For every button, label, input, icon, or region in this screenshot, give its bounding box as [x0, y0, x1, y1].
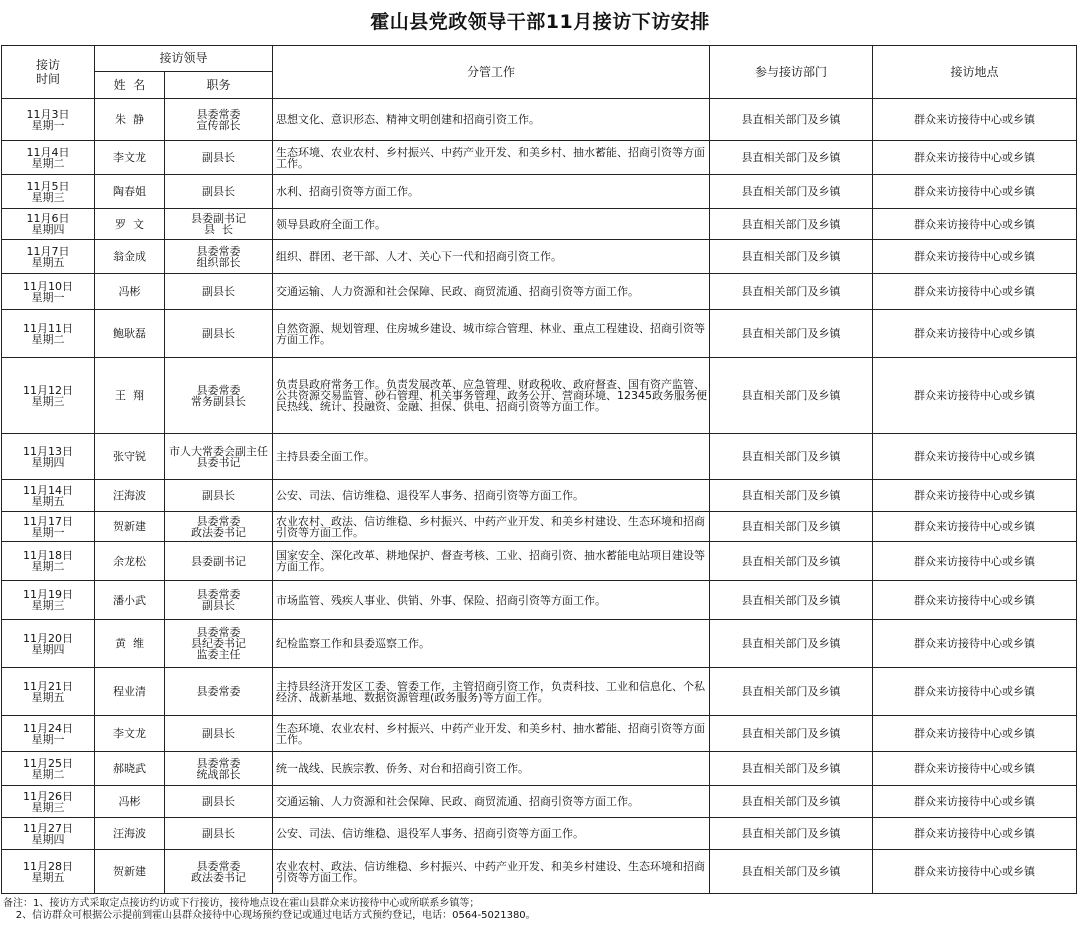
participating-departments: 县直相关部门及乡镇	[710, 274, 873, 310]
position-line: 县委常委	[196, 685, 241, 698]
date-text: 11月26日	[23, 789, 73, 803]
table-row	[2, 818, 1077, 850]
visit-location: 群众来访接待中心或乡镇	[873, 786, 1077, 818]
table-row	[2, 716, 1077, 752]
leader-name: 潘小武	[95, 581, 165, 620]
participating-departments: 县直相关部门及乡镇	[710, 175, 873, 209]
date-text: 11月19日	[23, 588, 73, 601]
participating-departments: 县直相关部门及乡镇	[710, 512, 873, 542]
leader-position	[165, 209, 273, 240]
table-row	[2, 581, 1077, 620]
date-text: 11月6日	[26, 212, 70, 225]
participating-departments: 县直相关部门及乡镇	[710, 850, 873, 894]
leader-name: 王 翔	[95, 358, 165, 434]
date-text: 11月17日	[23, 514, 73, 528]
leader-name: 程业清	[95, 668, 165, 716]
weekday-text: 星期一	[31, 118, 65, 132]
weekday-text: 星期二	[31, 156, 65, 170]
leader-position	[165, 581, 273, 620]
position-line: 副县长	[202, 727, 235, 740]
date-text: 11月21日	[23, 679, 73, 693]
visit-date	[2, 209, 95, 240]
date-text: 11月5日	[26, 179, 70, 193]
table-row	[2, 668, 1077, 716]
visit-location: 群众来访接待中心或乡镇	[873, 480, 1077, 512]
responsibilities: 自然资源、规划管理、住房城乡建设、城市综合管理、林业、重点工程建设、招商引资等方面工作。	[273, 310, 710, 358]
position-line: 副县长	[202, 827, 235, 840]
leader-name: 罗 文	[95, 209, 165, 240]
visit-date	[2, 620, 95, 668]
leader-name: 郝晓武	[95, 752, 165, 786]
position-line: 县委常委	[196, 588, 241, 601]
visit-location: 群众来访接待中心或乡镇	[873, 310, 1077, 358]
weekday-text: 星期五	[31, 690, 65, 704]
position-line: 县 长	[204, 223, 233, 236]
position-line: 副县长	[202, 795, 235, 808]
responsibilities: 纪检监察工作和县委巡察工作。	[273, 620, 710, 668]
responsibilities: 交通运输、人力资源和社会保障、民政、商贸流通、招商引资等方面工作。	[273, 274, 710, 310]
leader-name: 李文龙	[95, 141, 165, 175]
table-row	[2, 141, 1077, 175]
leader-name: 冯彬	[95, 274, 165, 310]
date-text: 11月12日	[23, 383, 73, 397]
leader-name: 贺新建	[95, 512, 165, 542]
position-line: 县委常委	[196, 859, 241, 873]
responsibilities: 水利、招商引资等方面工作。	[273, 175, 710, 209]
participating-departments: 县直相关部门及乡镇	[710, 434, 873, 480]
header-departments: 参与接访部门	[710, 46, 873, 99]
table-row	[2, 240, 1077, 274]
table-row	[2, 358, 1077, 434]
responsibilities: 农业农村、政法、信访维稳、乡村振兴、中药产业开发、和美乡村建设、生态环境和招商引资等方面工作。	[273, 850, 710, 894]
leader-name: 翁金成	[95, 240, 165, 274]
visit-location: 群众来访接待中心或乡镇	[873, 668, 1077, 716]
visit-location: 群众来访接待中心或乡镇	[873, 818, 1077, 850]
weekday-text: 星期四	[31, 832, 65, 846]
position-line: 县委常委	[196, 107, 241, 121]
responsibilities: 思想文化、意识形态、精神文明创建和招商引资工作。	[273, 99, 710, 141]
leader-name: 贺新建	[95, 850, 165, 894]
header-location: 接访地点	[873, 46, 1077, 99]
visit-date	[2, 358, 95, 434]
weekday-text: 星期一	[31, 290, 65, 304]
responsibilities: 农业农村、政法、信访维稳、乡村振兴、中药产业开发、和美乡村建设、生态环境和招商引资等方面工作。	[273, 512, 710, 542]
visit-date	[2, 480, 95, 512]
participating-departments: 县直相关部门及乡镇	[710, 581, 873, 620]
position-line: 统战部长	[196, 767, 241, 781]
header-time: 接访 时间	[2, 46, 95, 99]
leader-position	[165, 850, 273, 894]
leader-position	[165, 716, 273, 752]
weekday-text: 星期三	[31, 800, 65, 814]
leader-position	[165, 358, 273, 434]
visit-date	[2, 786, 95, 818]
weekday-text: 星期一	[31, 732, 65, 746]
participating-departments: 县直相关部门及乡镇	[710, 99, 873, 141]
weekday-text: 星期五	[31, 494, 65, 508]
table-row	[2, 175, 1077, 209]
position-line: 县委常委	[196, 626, 241, 639]
responsibilities: 负责县政府常务工作。负责发展改革、应急管理、财政税收、政府督查、国有资产监管、公共资源交易监管、砂石管理、机关事务管理、政务公开、营商环境、12345政务服务便民热线、统计、投融资、金融、担保、供电、招商引资等方面工作。	[273, 358, 710, 434]
responsibilities: 统一战线、民族宗教、侨务、对台和招商引资工作。	[273, 752, 710, 786]
visit-location: 群众来访接待中心或乡镇	[873, 434, 1077, 480]
date-text: 11月18日	[23, 549, 73, 562]
visit-location: 群众来访接待中心或乡镇	[873, 581, 1077, 620]
table-row	[2, 310, 1077, 358]
visit-date	[2, 434, 95, 480]
note-line: 备注：1、接访方式采取定点接访约访或下行接访，接待地点设在霍山县群众来访接待中心或所联系乡镇等；	[3, 898, 480, 909]
table-row	[2, 434, 1077, 480]
position-line: 市人大常委会副主任	[169, 444, 268, 458]
position-line: 政法委书记	[191, 525, 246, 539]
weekday-text: 星期四	[31, 642, 65, 656]
leader-position	[165, 99, 273, 141]
date-text: 11月28日	[23, 859, 73, 873]
header-leader-group: 接访领导	[95, 46, 273, 72]
leader-name: 余龙松	[95, 542, 165, 581]
leader-position	[165, 175, 273, 209]
visit-location: 群众来访接待中心或乡镇	[873, 209, 1077, 240]
visit-date	[2, 542, 95, 581]
leader-position	[165, 141, 273, 175]
visit-date	[2, 581, 95, 620]
responsibilities: 主持县经济开发区工委、管委工作，主管招商引资工作，负责科技、工业和信息化、个私经济、战新基地、数据资源管理(政务服务)等方面工作。	[273, 668, 710, 716]
responsibilities: 交通运输、人力资源和社会保障、民政、商贸流通、招商引资等方面工作。	[273, 786, 710, 818]
position-line: 县委常委	[196, 756, 241, 770]
participating-departments: 县直相关部门及乡镇	[710, 786, 873, 818]
responsibilities: 生态环境、农业农村、乡村振兴、中药产业开发、和美乡村、抽水蓄能、招商引资等方面工作。	[273, 141, 710, 175]
position-line: 县委副书记	[191, 554, 246, 568]
visit-date	[2, 240, 95, 274]
date-text: 11月20日	[23, 631, 73, 645]
position-line: 县委常委	[196, 244, 241, 258]
visit-date	[2, 512, 95, 542]
schedule-table	[1, 45, 1077, 894]
leader-name: 鲍耿磊	[95, 310, 165, 358]
visit-location: 群众来访接待中心或乡镇	[873, 240, 1077, 274]
date-text: 11月4日	[26, 145, 70, 159]
participating-departments: 县直相关部门及乡镇	[710, 752, 873, 786]
date-text: 11月14日	[23, 483, 73, 497]
visit-date	[2, 141, 95, 175]
position-line: 副县长	[202, 489, 235, 502]
position-line: 县委书记	[196, 455, 241, 469]
leader-name: 朱 静	[95, 99, 165, 141]
table-row	[2, 542, 1077, 581]
participating-departments: 县直相关部门及乡镇	[710, 209, 873, 240]
position-line: 县委副书记	[191, 212, 246, 225]
date-text: 11月25日	[23, 756, 73, 770]
participating-departments: 县直相关部门及乡镇	[710, 358, 873, 434]
weekday-text: 星期四	[31, 455, 65, 469]
leader-position	[165, 240, 273, 274]
header-name: 姓 名	[95, 72, 165, 99]
date-text: 11月24日	[23, 721, 73, 735]
leader-name: 黄 维	[95, 620, 165, 668]
participating-departments: 县直相关部门及乡镇	[710, 310, 873, 358]
date-text: 11月3日	[26, 107, 70, 121]
leader-position	[165, 434, 273, 480]
header-work: 分管工作	[273, 46, 710, 99]
position-line: 政法委书记	[191, 870, 246, 884]
participating-departments: 县直相关部门及乡镇	[710, 818, 873, 850]
responsibilities: 主持县委全面工作。	[273, 434, 710, 480]
weekday-text: 星期二	[31, 332, 65, 346]
visit-date	[2, 99, 95, 141]
position-line: 县委常委	[196, 383, 241, 397]
leader-position	[165, 752, 273, 786]
position-line: 副县长	[202, 151, 235, 164]
leader-name: 陶春姐	[95, 175, 165, 209]
weekday-text: 星期五	[31, 870, 65, 884]
position-line: 副县长	[202, 285, 235, 298]
visit-date	[2, 310, 95, 358]
leader-name: 汪海波	[95, 480, 165, 512]
responsibilities: 领导县政府全面工作。	[273, 209, 710, 240]
responsibilities: 市场监管、残疾人事业、供销、外事、保险、招商引资等方面工作。	[273, 581, 710, 620]
leader-position	[165, 786, 273, 818]
date-text: 11月10日	[23, 279, 73, 293]
visit-location: 群众来访接待中心或乡镇	[873, 542, 1077, 581]
leader-position	[165, 620, 273, 668]
date-text: 11月11日	[23, 321, 73, 335]
weekday-text: 星期一	[31, 525, 65, 539]
leader-position	[165, 542, 273, 581]
table-row	[2, 786, 1077, 818]
weekday-text: 星期二	[31, 560, 65, 573]
participating-departments: 县直相关部门及乡镇	[710, 542, 873, 581]
visit-location: 群众来访接待中心或乡镇	[873, 175, 1077, 209]
position-line: 副县长	[202, 185, 235, 198]
visit-date	[2, 716, 95, 752]
visit-location: 群众来访接待中心或乡镇	[873, 274, 1077, 310]
visit-location: 群众来访接待中心或乡镇	[873, 716, 1077, 752]
leader-position	[165, 480, 273, 512]
leader-position	[165, 512, 273, 542]
weekday-text: 星期三	[31, 394, 65, 408]
visit-location: 群众来访接待中心或乡镇	[873, 620, 1077, 668]
visit-date	[2, 818, 95, 850]
table-row	[2, 752, 1077, 786]
leader-name: 李文龙	[95, 716, 165, 752]
participating-departments: 县直相关部门及乡镇	[710, 240, 873, 274]
table-row	[2, 480, 1077, 512]
visit-location: 群众来访接待中心或乡镇	[873, 141, 1077, 175]
leader-name: 汪海波	[95, 818, 165, 850]
visit-date	[2, 175, 95, 209]
visit-date	[2, 668, 95, 716]
position-line: 监委主任	[196, 648, 241, 661]
weekday-text: 星期三	[31, 599, 65, 612]
leader-name: 张守锐	[95, 434, 165, 480]
table-row	[2, 850, 1077, 894]
date-text: 11月27日	[23, 821, 73, 835]
leader-position	[165, 818, 273, 850]
visit-location: 群众来访接待中心或乡镇	[873, 752, 1077, 786]
date-text: 11月13日	[23, 444, 73, 458]
responsibilities: 公安、司法、信访维稳、退役军人事务、招商引资等方面工作。	[273, 480, 710, 512]
visit-location: 群众来访接待中心或乡镇	[873, 512, 1077, 542]
table-row	[2, 512, 1077, 542]
visit-date	[2, 752, 95, 786]
table-row	[2, 209, 1077, 240]
weekday-text: 星期三	[31, 190, 65, 204]
participating-departments: 县直相关部门及乡镇	[710, 480, 873, 512]
participating-departments: 县直相关部门及乡镇	[710, 620, 873, 668]
leader-position	[165, 668, 273, 716]
visit-date	[2, 850, 95, 894]
position-line: 组织部长	[196, 255, 241, 269]
participating-departments: 县直相关部门及乡镇	[710, 716, 873, 752]
notes	[3, 898, 1073, 922]
leader-position	[165, 274, 273, 310]
position-line: 县委常委	[196, 514, 241, 528]
leader-name: 冯彬	[95, 786, 165, 818]
note-line: 2、信访群众可根据公示提前到霍山县群众接待中心现场预约登记或通过电话方式预约登记，电话：0564-5021380。	[3, 910, 536, 921]
weekday-text: 星期五	[31, 255, 65, 269]
visit-location: 群众来访接待中心或乡镇	[873, 99, 1077, 141]
page-title: 霍山县党政领导干部11月接访下访安排	[370, 11, 710, 33]
position-line: 副县长	[202, 599, 235, 612]
visit-location: 群众来访接待中心或乡镇	[873, 850, 1077, 894]
position-line: 县纪委书记	[191, 637, 246, 650]
visit-location: 群众来访接待中心或乡镇	[873, 358, 1077, 434]
table-row	[2, 99, 1077, 141]
position-line: 宣传部长	[196, 118, 241, 132]
responsibilities: 组织、群团、老干部、人才、关心下一代和招商引资工作。	[273, 240, 710, 274]
date-text: 11月7日	[26, 244, 70, 258]
weekday-text: 星期四	[31, 223, 65, 236]
responsibilities: 生态环境、农业农村、乡村振兴、中药产业开发、和美乡村、抽水蓄能、招商引资等方面工作。	[273, 716, 710, 752]
participating-departments: 县直相关部门及乡镇	[710, 668, 873, 716]
table-row	[2, 274, 1077, 310]
responsibilities: 国家安全、深化改革、耕地保护、督查考核、工业、招商引资、抽水蓄能电站项目建设等方面工作。	[273, 542, 710, 581]
participating-departments: 县直相关部门及乡镇	[710, 141, 873, 175]
weekday-text: 星期二	[31, 767, 65, 781]
position-line: 副县长	[202, 327, 235, 340]
visit-date	[2, 274, 95, 310]
position-line: 常务副县长	[191, 394, 246, 408]
leader-position	[165, 310, 273, 358]
responsibilities: 公安、司法、信访维稳、退役军人事务、招商引资等方面工作。	[273, 818, 710, 850]
table-row	[2, 620, 1077, 668]
header-position: 职务	[165, 72, 273, 99]
